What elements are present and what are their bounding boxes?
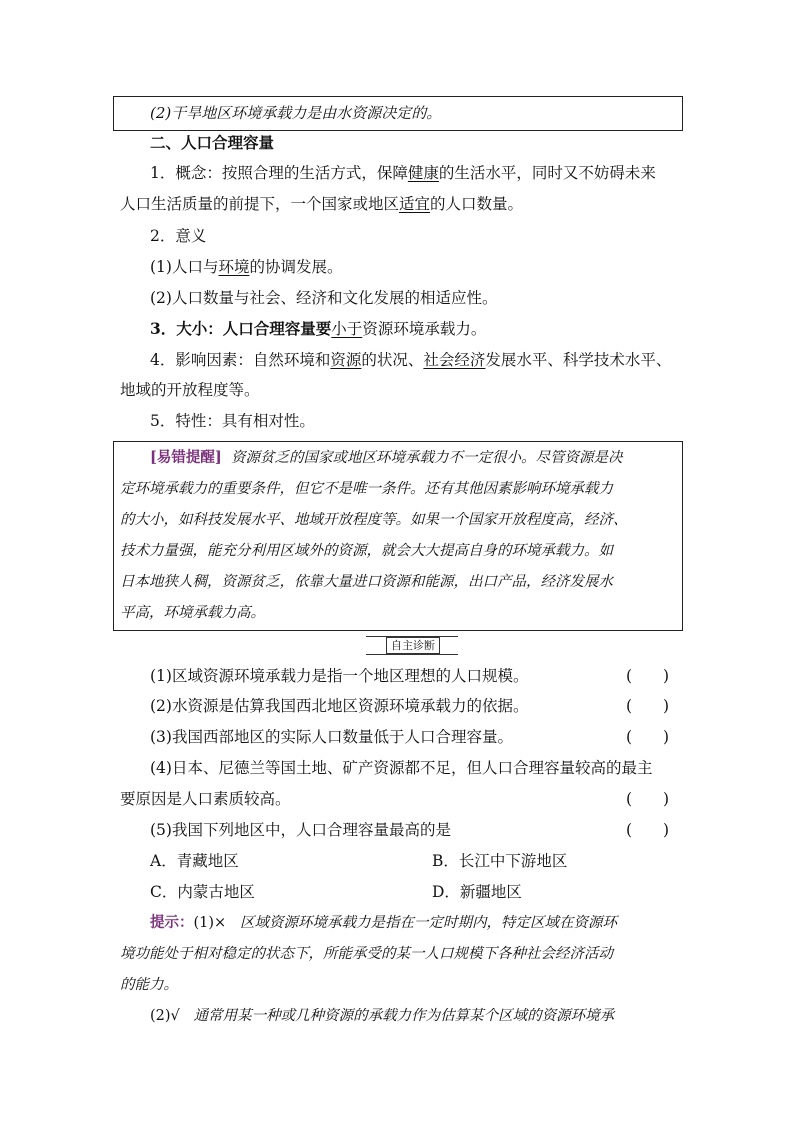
meaning1-text-1: (1)人口与 xyxy=(150,258,219,276)
warning-line-6: 平高，环境承载力高。 xyxy=(120,605,265,621)
concept-underline-1: 健康 xyxy=(407,164,439,182)
meaning1-underline: 环境 xyxy=(218,258,250,276)
question-4-line-2: 要原因是人口素质较高。 xyxy=(120,790,291,808)
warning-box xyxy=(113,441,683,631)
warning-line-1 xyxy=(150,448,622,468)
warning-line-4: 技术力量强，能充分利用区域外的资源，就会大大提高自身的环境承载力。如 xyxy=(120,543,613,559)
diagnosis-banner xyxy=(366,636,458,655)
top-box xyxy=(113,96,683,131)
concept-underline-2: 适宜 xyxy=(399,195,431,213)
concept-text-3: 人口生活质量的前提下，一个国家或地区 xyxy=(120,195,400,213)
size-text-1: 3．大小：人口合理容量要 xyxy=(150,319,332,338)
warning-line-2: 定环境承载力的重要条件，但它不是唯一条件。还有其他因素影响环境承载力 xyxy=(120,481,613,497)
concept-line-2 xyxy=(120,194,523,214)
hint-answer-1-mark: (1)× xyxy=(193,915,227,931)
option-b: B．长江中下游地区 xyxy=(432,852,568,870)
factors-underline-2: 社会经济 xyxy=(423,351,486,369)
question-4-line-1: (4)日本、尼德兰等国土地、矿产资源都不足，但人口合理容量较高的最主 xyxy=(150,759,653,777)
factors-text-2: 的状况、 xyxy=(361,351,424,369)
section-heading: 二、人口合理容量 xyxy=(150,133,275,152)
warning-tag: [易错提醒] xyxy=(150,449,222,466)
answer-blank-2: ( ) xyxy=(626,697,670,715)
factors-underline-1: 资源 xyxy=(330,351,362,369)
answer-blank-4: ( ) xyxy=(626,790,670,808)
diagnosis-label: 自主诊断 xyxy=(386,637,440,654)
meaning1-text-2: 的协调发展。 xyxy=(249,258,343,276)
answer-blank-3: ( ) xyxy=(626,728,670,746)
concept-text-1: 1．概念：按照合理的生活方式，保障 xyxy=(150,164,408,182)
factors-line-1 xyxy=(150,350,671,370)
meaning-item-2: (2)人口数量与社会、经济和文化发展的相适应性。 xyxy=(150,289,498,307)
question-1: (1)区域资源环境承载力是指一个地区理想的人口规模。 xyxy=(150,667,529,685)
option-d: D．新疆地区 xyxy=(432,883,522,901)
hint-answer-2-text-1: 通常用某一种或几种资源的承载力作为估算某个区域的资源环境承 xyxy=(193,1008,615,1024)
answer-blank-1: ( ) xyxy=(626,667,670,685)
size-underline: 小于 xyxy=(331,320,363,338)
hint-line-2: 境功能处于相对稳定的状态下，所能承受的某一人口规模下各种社会经济活动 xyxy=(120,946,613,962)
question-3: (3)我国西部地区的实际人口数量低于人口合理容量。 xyxy=(150,728,513,746)
question-5: (5)我国下列地区中，人口合理容量最高的是 xyxy=(150,821,451,839)
question-2: (2)水资源是估算我国西北地区资源环境承载力的依据。 xyxy=(150,697,529,715)
option-a: A．青藏地区 xyxy=(150,852,239,870)
hint-line-1 xyxy=(150,913,617,933)
warning-line-3: 的大小，如科技发展水平、地域开放程度等。如果一个国家开放程度高，经济、 xyxy=(120,512,628,528)
hint-line-4 xyxy=(150,1006,614,1026)
meaning-title: 2．意义 xyxy=(150,227,207,245)
meaning-item-1 xyxy=(150,257,343,277)
hint-line-3: 的能力。 xyxy=(120,977,178,993)
concept-text-4: 的人口数量。 xyxy=(430,195,524,213)
hint-answer-1-text-1: 区域资源环境承载力是指在一定时期内，特定区域在资源环 xyxy=(240,915,618,931)
factors-text-1: 4．影响因素：自然环境和 xyxy=(150,351,331,369)
concept-line-1 xyxy=(150,163,656,183)
feature-line: 5．特性：具有相对性。 xyxy=(150,412,315,430)
answer-blank-5: ( ) xyxy=(626,821,670,839)
top-box-text: (2)干旱地区环境承载力是由水资源决定的。 xyxy=(150,104,442,122)
warning-text-1: 资源贫乏的国家或地区环境承载力不一定很小。尽管资源是决 xyxy=(230,450,623,466)
size-line xyxy=(150,319,486,339)
option-c: C．内蒙古地区 xyxy=(150,883,255,901)
size-text-2: 资源环境承载力。 xyxy=(362,320,487,338)
hint-tag: 提示： xyxy=(150,914,194,931)
concept-text-2: 的生活水平，同时又不妨碍未来 xyxy=(438,164,656,182)
factors-line-2: 地域的开放程度等。 xyxy=(120,381,260,399)
warning-line-5: 日本地狭人稠，资源贫乏，依靠大量进口资源和能源，出口产品，经济发展水 xyxy=(120,574,613,590)
factors-text-3: 发展水平、科学技术水平、 xyxy=(485,351,672,369)
hint-answer-2-mark: (2)√ xyxy=(150,1008,180,1024)
